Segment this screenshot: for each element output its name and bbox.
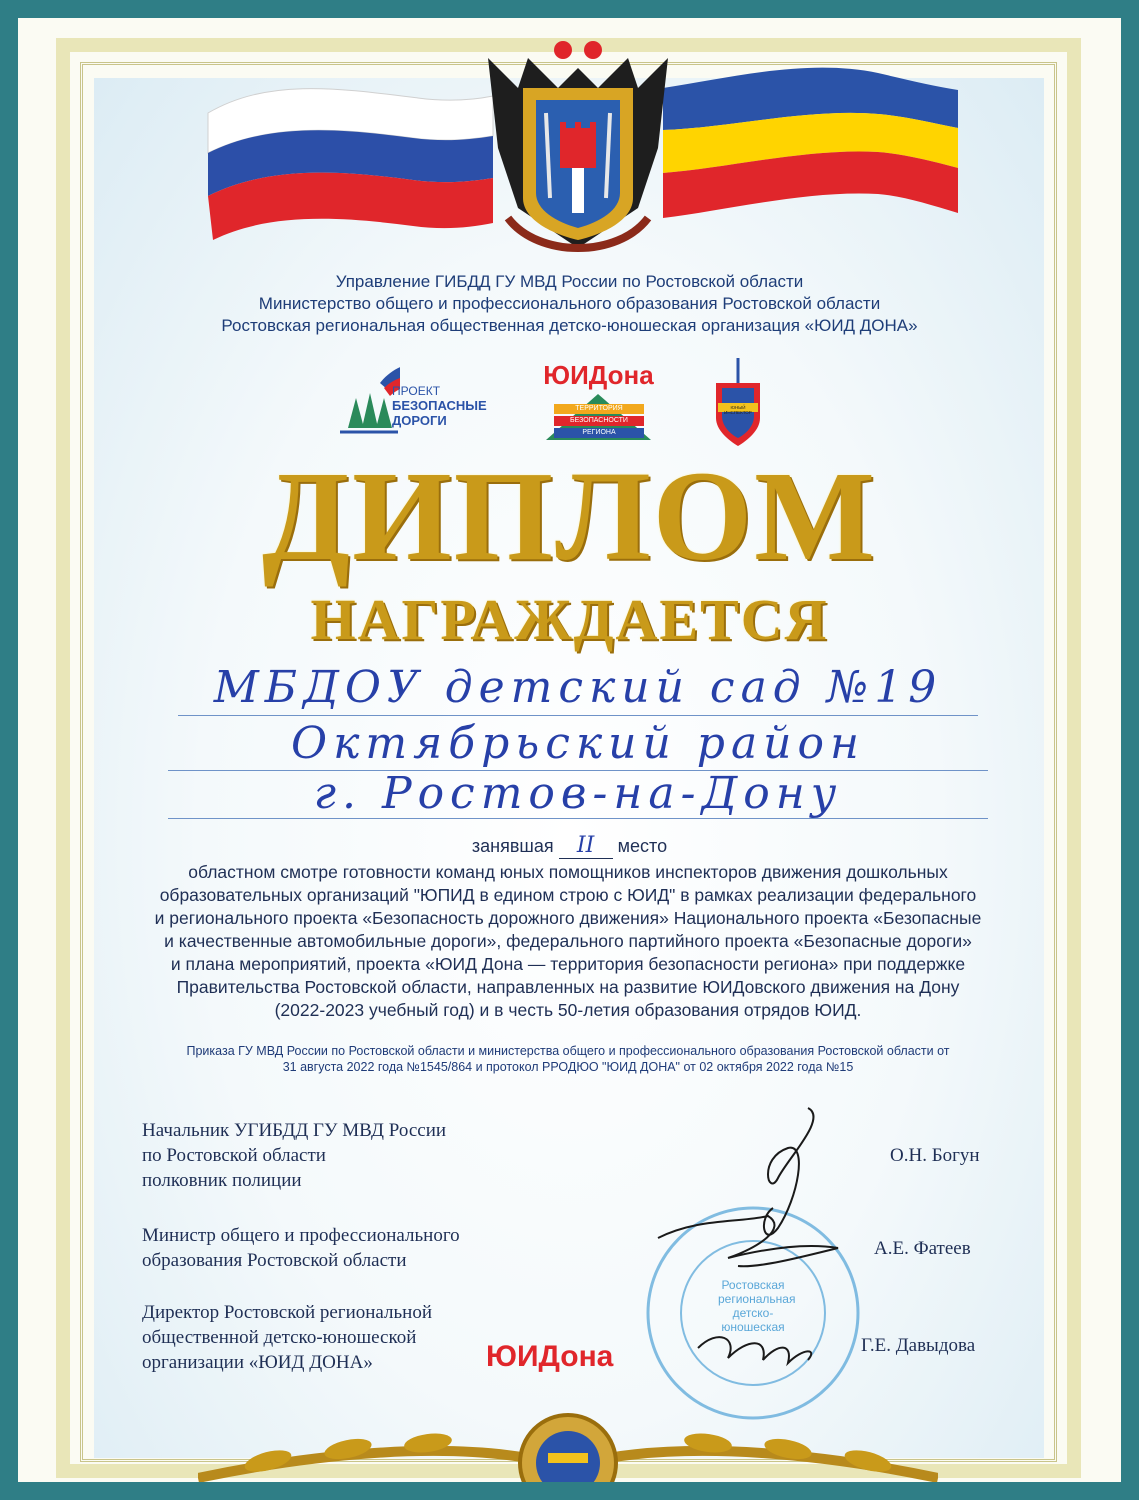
signatory-3-name: Г.Е. Давыдова — [861, 1335, 976, 1356]
stamp-inner-line-1: Ростовская — [721, 1278, 785, 1292]
trees-icon — [340, 358, 400, 438]
placement-place: II — [559, 833, 613, 859]
signatory-2-title-line: Министр общего и профессионального — [142, 1225, 460, 1246]
project-label: ПРОЕКТ — [392, 384, 441, 398]
yuid-logo-text: ЮИДона — [543, 360, 654, 390]
safe-roads-logo — [340, 358, 490, 438]
description-line: (2022-2023 учебный год) и в честь 50-летия образования отрядов ЮИД. — [274, 1000, 862, 1020]
description-line: и качественные автомобильные дороги», федерального партийного проекта «Безопасные дороги» — [164, 931, 972, 951]
young-inspector-emblem — [708, 358, 768, 448]
recipient-line-3: г. Ростов-на-Дону — [313, 768, 843, 819]
recipient-line-1: МБДОУ детский сад №19 — [213, 662, 943, 713]
placement-line — [18, 833, 1121, 859]
org-line-traffic-police: Управление ГИБДД ГУ МВД России по Ростовской области — [335, 272, 804, 291]
stamp-inner-line-2: региональная — [718, 1292, 796, 1306]
underline-1 — [178, 715, 978, 716]
org-line-ministry: Министерство общего и профессионального образования Ростовской области — [258, 294, 881, 313]
signatory-1-title-line: по Ростовской области — [142, 1145, 326, 1166]
description-block — [108, 861, 1028, 1022]
coat-of-arms-icon — [488, 41, 668, 248]
flags-and-coat-of-arms — [188, 18, 968, 278]
signatory-1-title — [142, 1118, 446, 1193]
order-line-1: Приказа ГУ МВД России по Ростовской области и министерства общего и профессионального образования Ростовской области от — [186, 1044, 950, 1058]
description-line: образовательных организаций "ЮПИД в едином строю с ЮИД" в рамках реализации федерального — [159, 885, 977, 905]
signatory-3-title-line: общественной детско-юношеской — [142, 1327, 417, 1348]
description-line: и регионального проекта «Безопасность дорожного движения» Национального проекта «Безопасные — [154, 908, 982, 928]
rostov-flag-icon — [663, 68, 958, 218]
russian-flag-icon — [208, 89, 493, 240]
yuid-dona-logo — [536, 360, 661, 442]
signatory-2-title-line: образования Ростовской области — [142, 1250, 407, 1271]
diploma-sheet — [18, 18, 1121, 1482]
signatory-1-title-line: полковник полиции — [142, 1170, 302, 1191]
emblem-label: ЮНЫЙ ИНСПЕКТОР — [724, 405, 752, 415]
signatory-1-name: О.Н. Богун — [890, 1145, 980, 1166]
description-line: Правительства Ростовской области, направленных на развитие ЮИДовского движения на Дону — [176, 977, 960, 997]
signatory-1-title-line: Начальник УГИБДД ГУ МВД России — [142, 1120, 447, 1141]
diploma-title: ДИПЛОМ — [262, 445, 877, 587]
description-line: областном смотре готовности команд юных помощников инспекторов движения дошкольных — [188, 862, 948, 882]
laurel-wreath-icon — [198, 1383, 938, 1482]
placement-suffix: место — [617, 836, 668, 856]
ribbon-territory: ТЕРРИТОРИЯ — [575, 405, 623, 412]
handwritten-signatures — [638, 1098, 898, 1418]
order-reference — [128, 1043, 1008, 1075]
signatory-3-title — [142, 1300, 432, 1375]
signatory-2-title — [142, 1223, 460, 1273]
shield-emblem-icon — [708, 358, 768, 448]
signatory-3-title-line: Директор Ростовской региональной — [142, 1302, 433, 1323]
order-line-2: 31 августа 2022 года №1545/864 и протокол РРОДЮО "ЮИД ДОНА" от 02 октября 2022 года №15 — [282, 1060, 854, 1074]
safe-label: БЕЗОПАСНЫЕ — [392, 398, 487, 413]
recipient-line-2: Октябрьский район — [291, 718, 865, 769]
placement-prefix: занявшая — [471, 836, 554, 856]
signatory-3-title-line: организации «ЮИД ДОНА» — [142, 1352, 373, 1373]
footer-yuid-logo: ЮИДона — [486, 1340, 614, 1373]
org-line-yuid: Ростовская региональная общественная детско-юношеская организация «ЮИД ДОНА» — [221, 316, 918, 335]
roads-label: ДОРОГИ — [392, 413, 447, 428]
awarded-subtitle: НАГРАЖДАЕТСЯ — [310, 587, 829, 652]
ribbon-region: РЕГИОНА — [582, 429, 616, 436]
signatory-2-name: А.Е. Фатеев — [874, 1238, 971, 1259]
ribbon-safety: БЕЗОПАСНОСТИ — [570, 417, 628, 424]
stamp-inner-line-3: детско-юношеская — [721, 1306, 785, 1334]
description-line: и плана мероприятий, проекта «ЮИД Дона — территория безопасности региона» при поддержке — [170, 954, 966, 974]
